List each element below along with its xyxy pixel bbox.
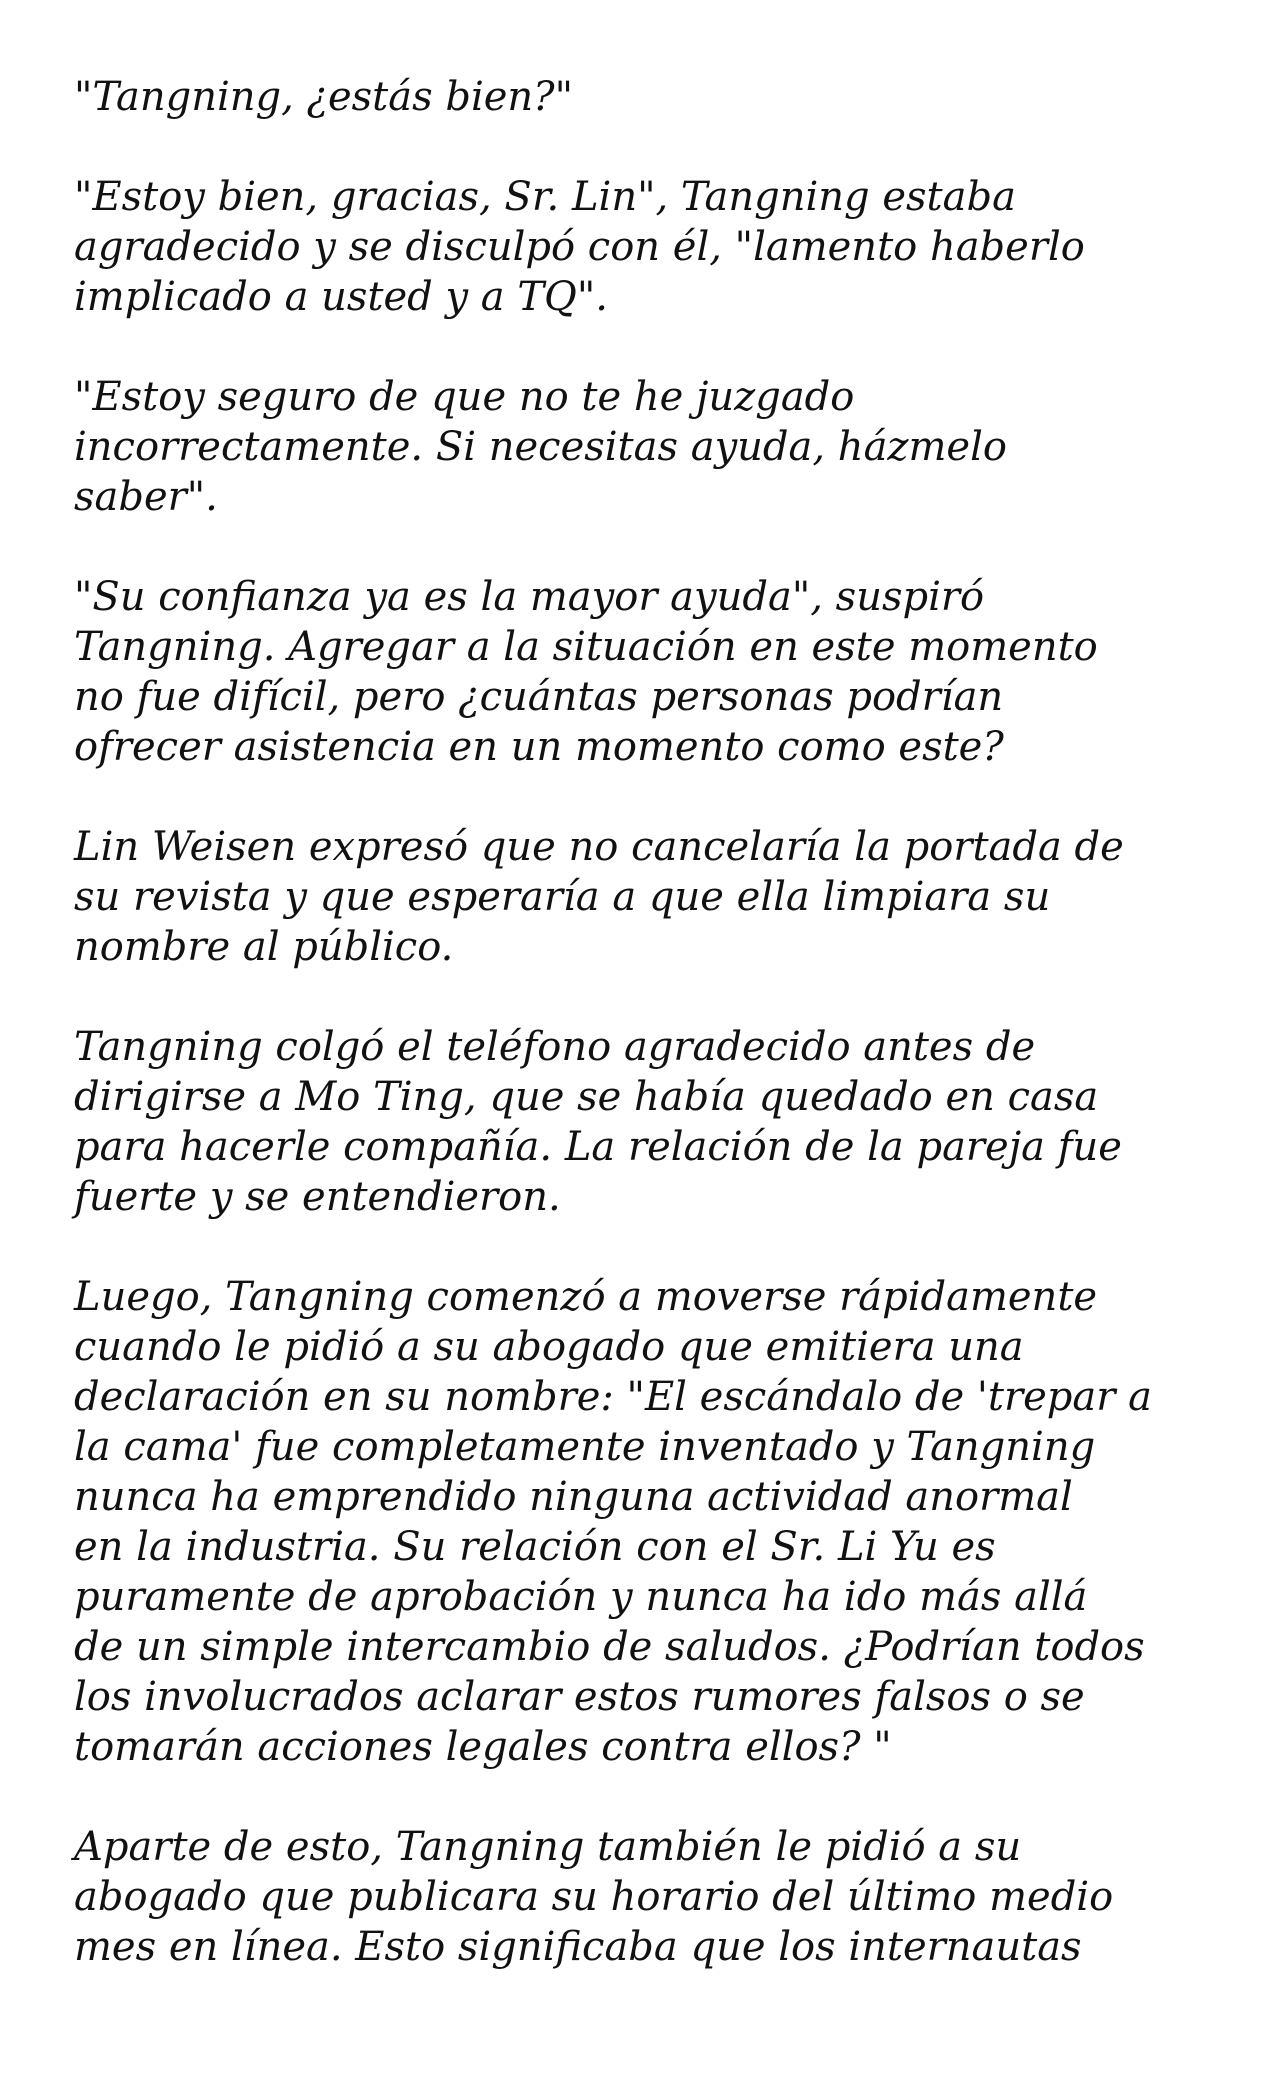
paragraph-8: Aparte de esto, Tangning también le pidió a su abogado que publicara su horario del último medio mes en línea. Esto significaba que los internautas [74,1824,1114,1970]
paragraph-3: "Estoy seguro de que no te he juzgado incorrectamente. Si necesitas ayuda, házmelo saber". [74,374,1007,520]
paragraph-6: Tangning colgó el teléfono agradecido antes de dirigirse a Mo Ting, que se había quedado en casa para hacerle compañía. La relación de la pareja fue fuerte y se entendieron. [74,1024,1122,1220]
paragraph-5: Lin Weisen expresó que no cancelaría la portada de su revista y que esperaría a que ella limpiara su nombre al público. [74,824,1124,970]
paragraph-2: "Estoy bien, gracias, Sr. Lin", Tangning estaba agradecido y se disculpó con él, "lamento haberlo implicado a usted y a TQ". [74,174,1085,320]
paragraph-4: "Su confianza ya es la mayor ayuda", suspiró Tangning. Agregar a la situación en este momento no fue difícil, pero ¿cuántas personas podrían ofrecer asistencia en un momento como este? [74,574,1098,770]
paragraph-7: Luego, Tangning comenzó a moverse rápidamente cuando le pidió a su abogado que emitiera una declaración en su nombre: "El escándalo de 'trepar a la cama' fue completamente inventado y Tangning nunca ha emprendido ninguna actividad anormal en la industria. Su relación con el Sr. Li Yu es puramente de aprobación y nunca ha ido más allá de un simple intercambio de saludos. ¿Podrían todos los involucrados aclarar estos rumores falsos o se tomarán acciones legales contra ellos? " [74,1274,1152,1770]
paragraph-1: "Tangning, ¿estás bien?" [74,74,574,120]
chapter-text [74,72,1224,2022]
